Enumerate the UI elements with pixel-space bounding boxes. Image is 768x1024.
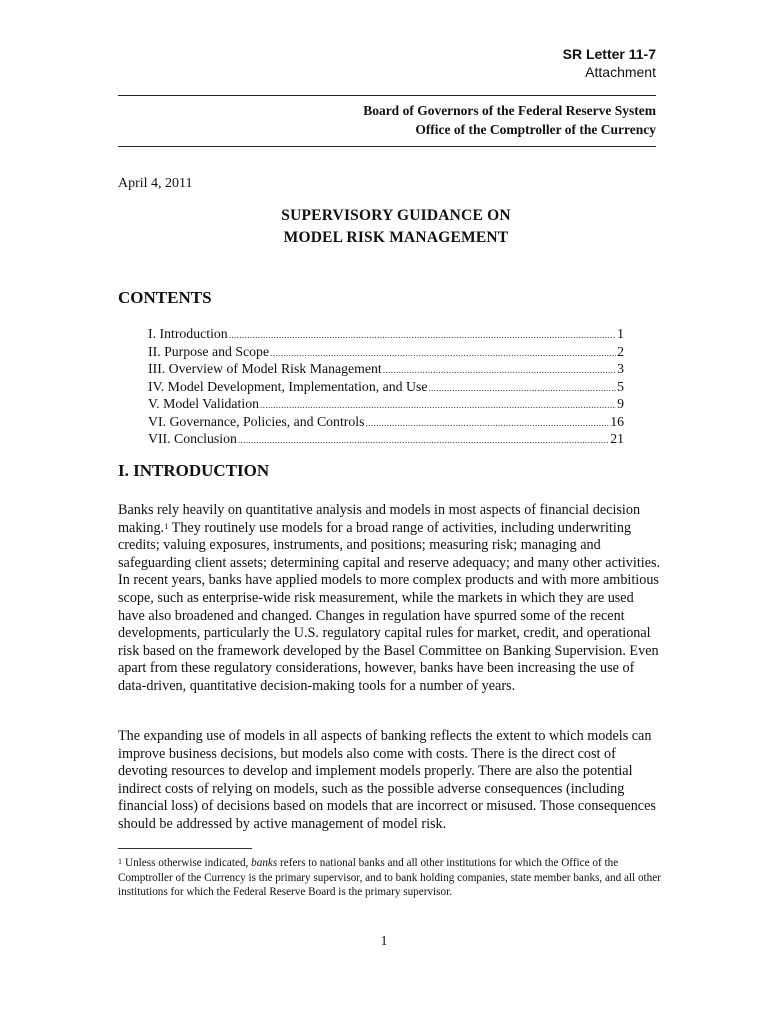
toc-entry-page: 2	[617, 343, 624, 359]
toc-entry-page: 3	[617, 361, 624, 376]
letter-id: SR Letter 11-7	[562, 46, 656, 62]
document-date: April 4, 2011	[118, 176, 193, 191]
toc-entry-label: III. Overview of Model Risk Management	[148, 361, 382, 376]
footnote-separator	[118, 848, 252, 849]
contents-heading: CONTENTS	[118, 288, 212, 307]
toc-entry-page: 5	[617, 378, 624, 394]
toc-entry-purpose-and-scope[interactable]	[148, 343, 624, 361]
toc-entry-label: VII. Conclusion	[148, 431, 237, 446]
table-of-contents	[148, 325, 624, 448]
section-heading-introduction: I. INTRODUCTION	[118, 461, 270, 480]
header-rule-top	[118, 95, 656, 96]
toc-leader-dots	[229, 327, 616, 345]
toc-entry-label: I. Introduction	[148, 326, 228, 341]
body-paragraph-1	[118, 502, 662, 696]
footnote-text: refers to national banks and all other institutions for which the Office of the Comptroller of the Currency is the primary supervisor, and to bank holding companies, state member banks, and all other institutions for which the Federal Reserve Board is the primary supervisor.	[118, 857, 661, 899]
document-title-line-2: MODEL RISK MANAGEMENT	[283, 229, 509, 246]
toc-entry-label: VI. Governance, Policies, and Controls	[148, 413, 365, 429]
footnote-term: banks	[251, 857, 278, 869]
toc-leader-dots	[366, 415, 610, 433]
toc-entry-page: 1	[617, 326, 624, 341]
toc-entry-model-development[interactable]	[148, 378, 624, 396]
toc-entry-label: II. Purpose and Scope	[148, 343, 270, 359]
toc-entry-label: IV. Model Development, Implementation, and Use	[148, 378, 428, 394]
footnote	[118, 856, 664, 900]
body-paragraph-2: The expanding use of models in all aspects of banking reflects the extent to which models can improve business decisions, but models also come with costs. There is the direct cost of devoting resources to develop and implement models properly. There are also the potential indirect costs of relying on models, such as the possible adverse consequences (including financial loss) of decisions based on models that are incorrect or misused. Those consequences should be addressed by active management of model risk.	[118, 728, 656, 832]
toc-entry-model-validation[interactable]	[148, 395, 624, 413]
toc-entry-page: 9	[617, 396, 624, 411]
page-number: 1	[380, 934, 388, 949]
toc-entry-overview[interactable]	[148, 360, 624, 378]
toc-entry-governance[interactable]	[148, 413, 624, 431]
toc-entry-page: 21	[610, 431, 624, 446]
toc-leader-dots	[238, 432, 609, 450]
footnote-text: Unless otherwise indicated,	[125, 857, 252, 869]
header-rule-bottom	[118, 146, 656, 147]
issuer-line-1: Board of Governors of the Federal Reserve System	[363, 103, 656, 118]
footnote-reference[interactable]: 1	[164, 520, 169, 531]
toc-entry-introduction[interactable]	[148, 325, 624, 343]
toc-leader-dots	[428, 380, 616, 398]
issuer-line-2: Office of the Comptroller of the Currency	[415, 122, 656, 137]
attachment-label: Attachment	[585, 64, 656, 80]
footnote-marker: 1	[118, 857, 122, 866]
document-title-line-1: SUPERVISORY GUIDANCE ON	[281, 207, 511, 224]
toc-entry-conclusion[interactable]	[148, 430, 624, 448]
paragraph-text: They routinely use models for a broad range of activities, including underwriting credits; valuing exposures, instruments, and positions; measuring risk; managing and safeguarding client assets; determining capital and reserve adequacy; and many other activities. In recent years, banks have applied models to more complex products and with more ambitious scope, such as enterprise-wide risk measurement, while the markets in which they are used have also broadened and changed. Changes in regulation have spurred some of the recent developments, particularly the U.S. regulatory capital rules for market, credit, and operational risk based on the framework developed by the Basel Committee on Banking Supervision. Even apart from these regulatory considerations, however, banks have been increasing the use of data-driven, quantitative decision-making tools for a number of years.	[118, 519, 661, 694]
toc-entry-label: V. Model Validation	[148, 396, 260, 411]
paragraph-text: Banks rely heavily on quantitative analysis and models in most aspects of financial decision making.	[118, 502, 641, 536]
toc-entry-page: 16	[610, 413, 624, 429]
